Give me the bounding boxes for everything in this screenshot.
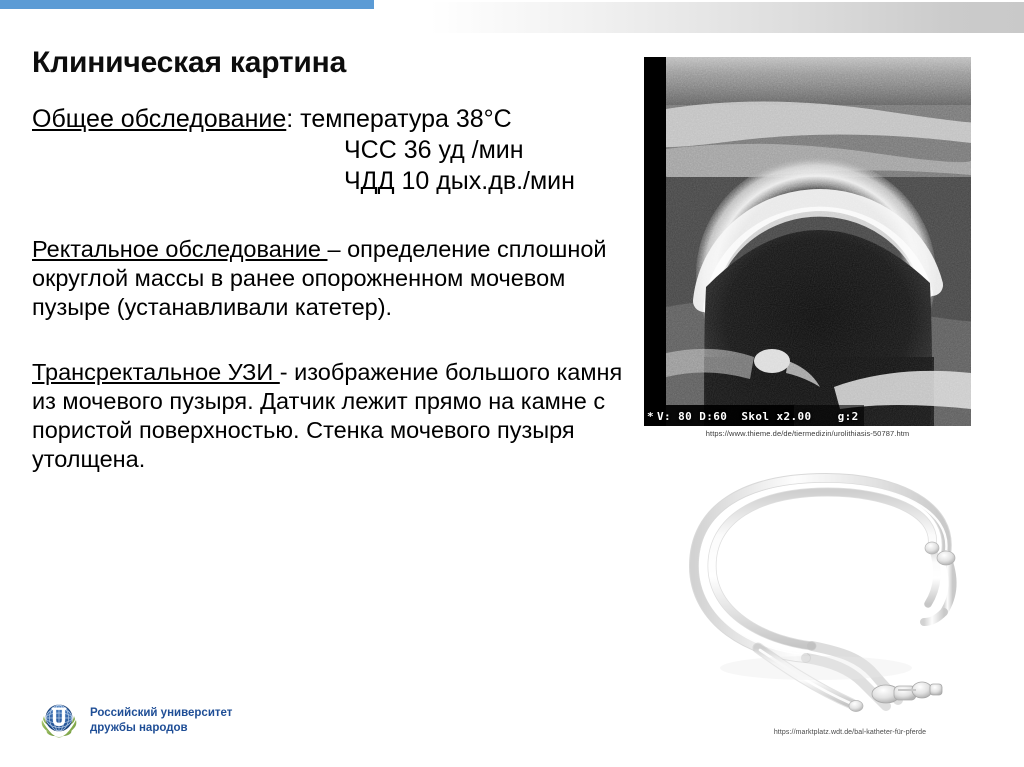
overlay-v-value: 80: [678, 410, 693, 423]
top-blue-accent-bar: [0, 0, 374, 9]
rectal-exam-heading: Ректальное обследование: [32, 236, 328, 262]
transrectal-us-text: - изображение большого камня из мочевого пузыря. Датчик лежит прямо на камне с пористой поверхностью. Стенка мочевого пузыря утолщена.: [32, 359, 623, 472]
footer-org-line1: Российский университет: [90, 707, 233, 719]
page-title: Клиническая картина: [32, 46, 347, 79]
paragraph-rectal-exam: [32, 235, 632, 322]
transrectal-us-heading: Трансректальное УЗИ: [32, 359, 280, 385]
ultrasound-image: [644, 57, 971, 426]
overlay-d-value: D:60: [699, 410, 728, 423]
catheter-image: [646, 462, 976, 712]
ultrasound-scan-graphic: [644, 57, 971, 426]
footer-org-line2: дружбы народов: [90, 722, 188, 734]
body-text-column: [32, 104, 632, 474]
general-exam-heading: Общее обследование: [32, 105, 287, 133]
overlay-mode: Skol: [741, 410, 770, 423]
footer-logo-block: [38, 700, 232, 742]
overlay-star-icon: *: [647, 410, 655, 423]
footer-org-name: [90, 706, 232, 736]
general-exam-lead: [32, 105, 512, 133]
top-gray-band: [430, 2, 1024, 33]
vital-respiratory-rate: ЧДД 10 дых.дв./мин: [344, 167, 575, 195]
rectal-exam-text: – определение сплошной округлой массы в ранее опорожненном мочевом пузыре (устанавливали катетер).: [32, 236, 607, 320]
overlay-zoom: x2.00: [776, 410, 812, 423]
overlay-gain: g:2: [837, 410, 859, 423]
ultrasound-source-url[interactable]: https://www.thieme.de/de/tiermedizin/urolithiasis-50787.htm: [705, 429, 910, 438]
rudn-emblem-icon: [38, 700, 80, 742]
paragraph-transrectal-us: [32, 358, 632, 474]
catheter-photo-graphic: [646, 462, 976, 712]
overlay-v-label: V:: [657, 410, 672, 423]
ultrasound-overlay-readout: [644, 407, 971, 426]
vital-heart-rate: ЧСС 36 уд /мин: [344, 136, 524, 164]
general-exam-lead-rest: : температура 38°С: [286, 105, 512, 133]
paragraph-general-exam: [32, 104, 632, 197]
catheter-source-url[interactable]: https://marktplatz.wdt.de/bal-katheter-für-pferde: [773, 729, 927, 736]
